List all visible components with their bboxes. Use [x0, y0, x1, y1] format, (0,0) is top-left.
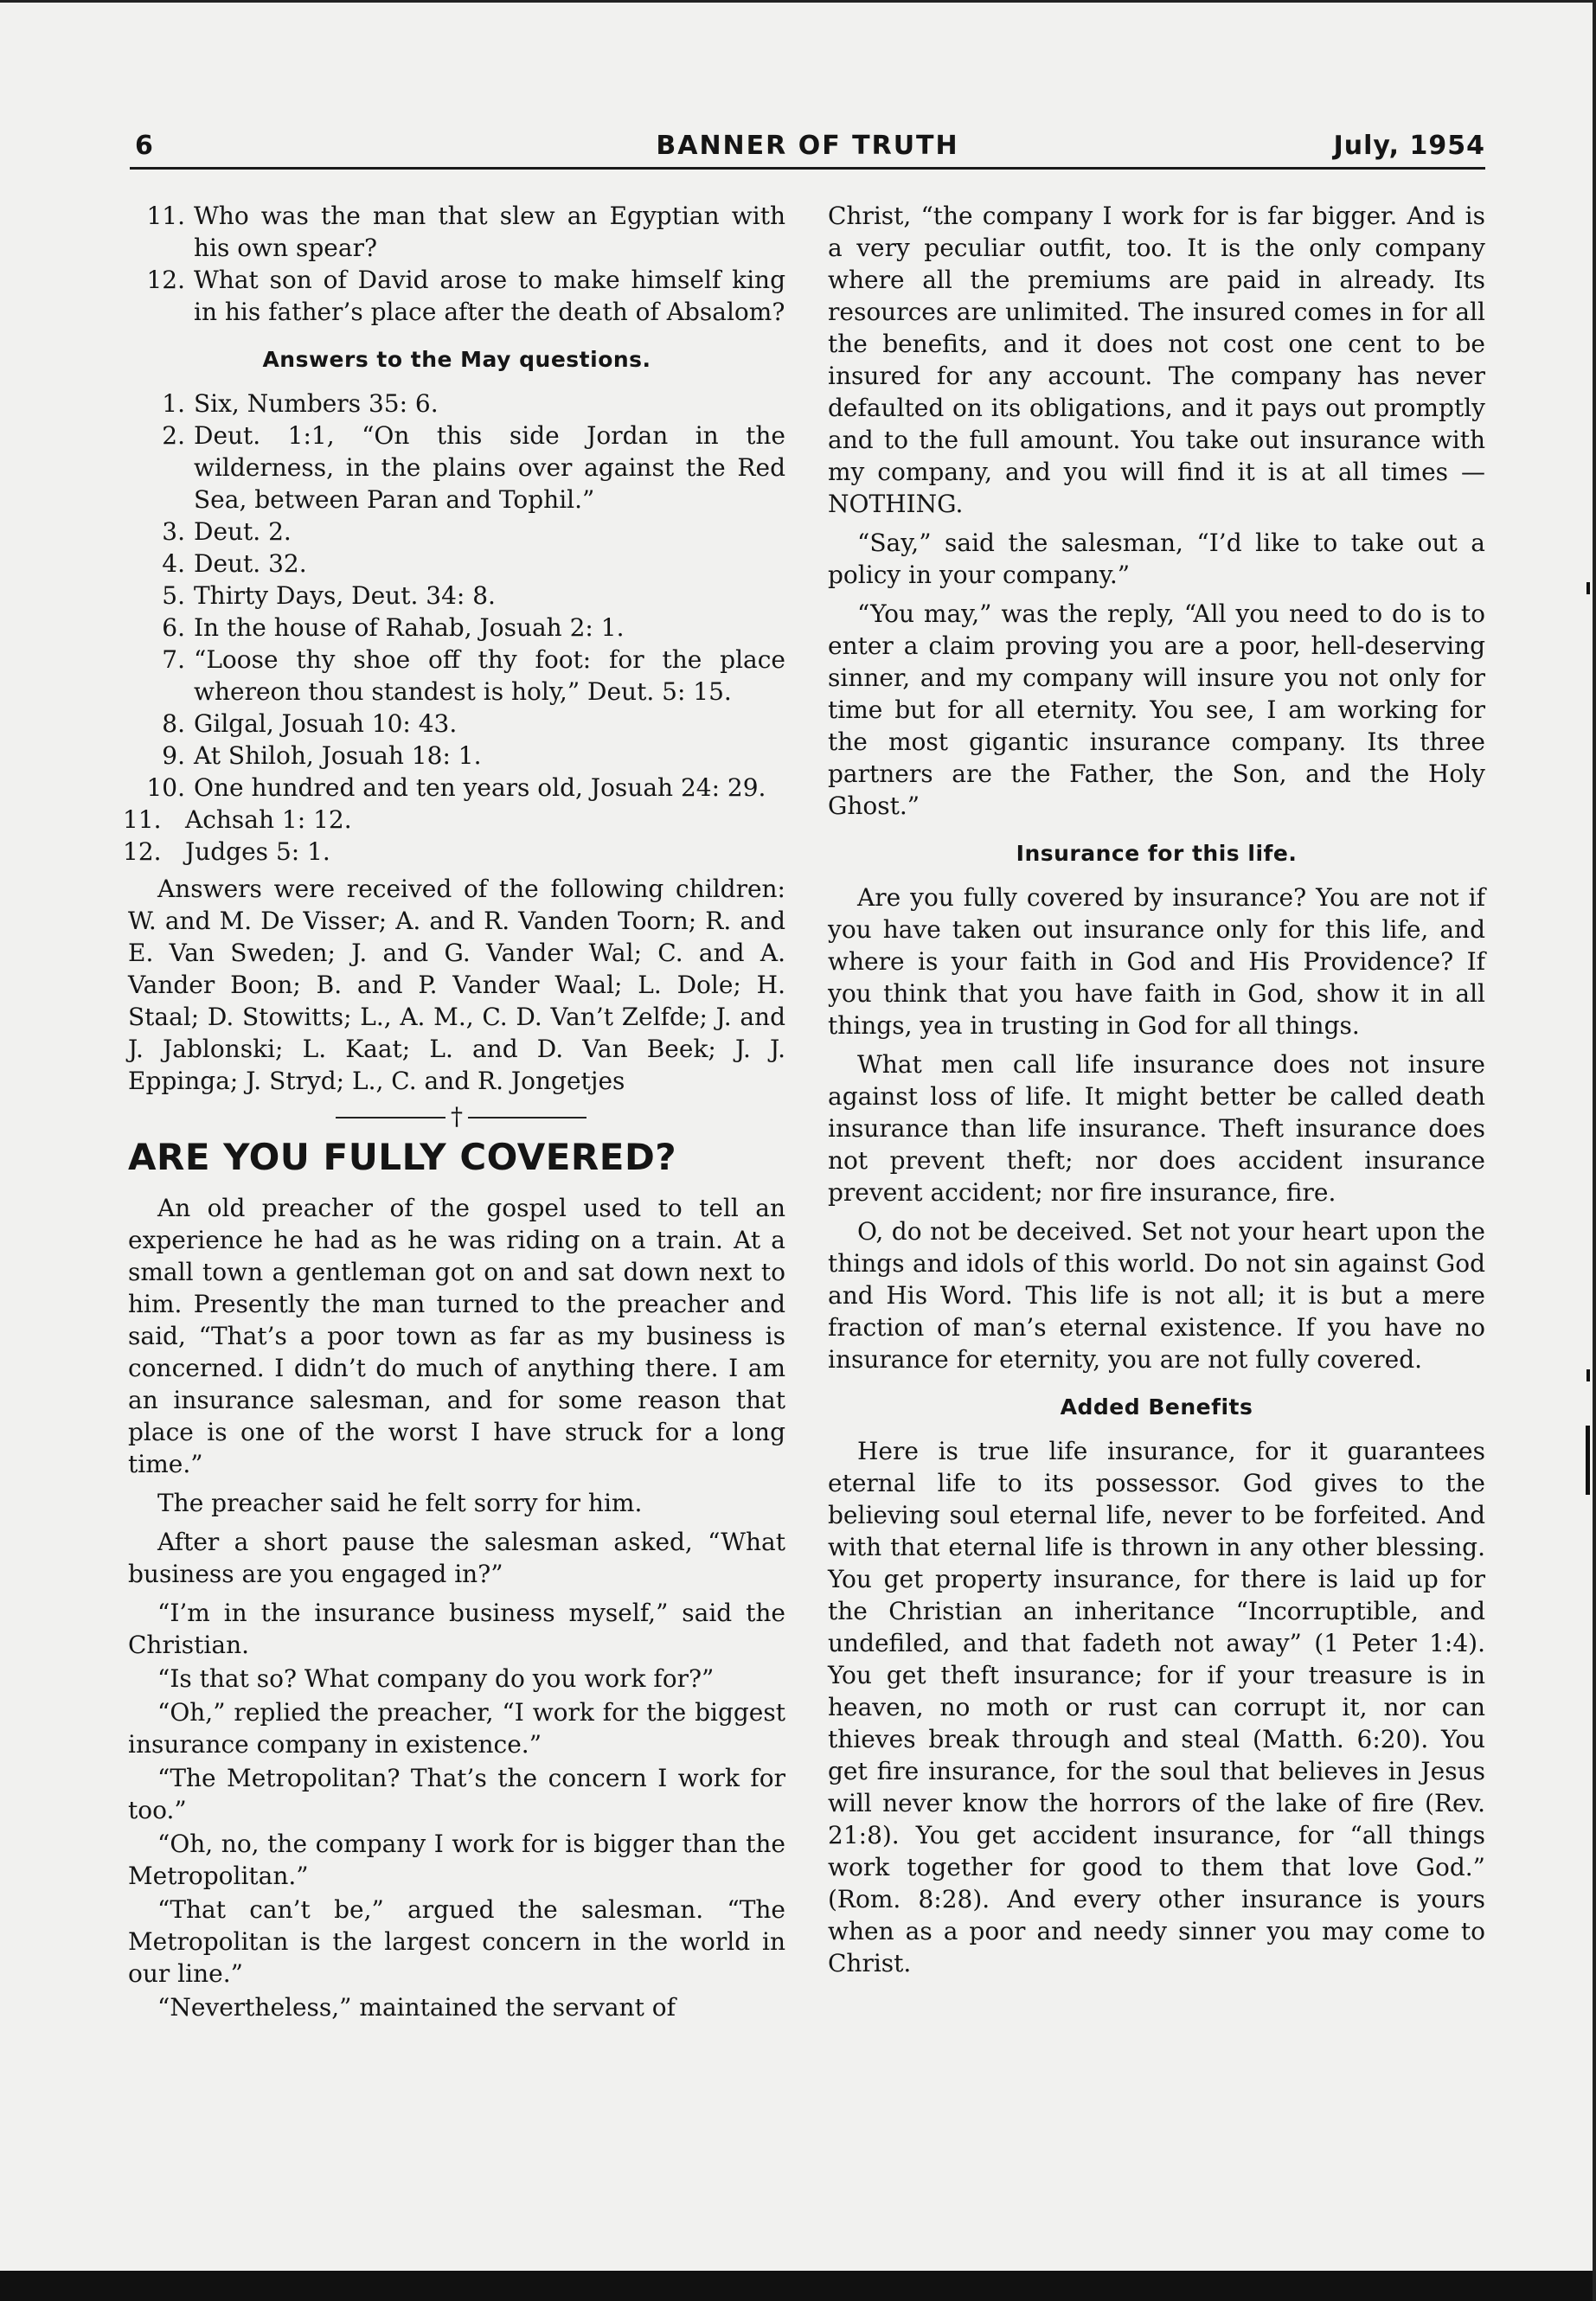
answers-heading: Answers to the May questions.: [262, 347, 651, 372]
answer-item: 4. Deut. 32.: [162, 549, 307, 578]
answer-item: 5. Thirty Days, Deut. 34: 8.: [162, 581, 496, 610]
answer-item: 10. One hundred and ten years old, Josuah 24: 29.: [146, 773, 766, 802]
section-heading-added-benefits: Added Benefits: [1060, 1394, 1253, 1420]
dagger-glyph: †: [445, 1102, 468, 1131]
right-column: [828, 200, 1485, 1986]
section-divider: [128, 1104, 785, 1130]
answer-list: [123, 388, 785, 868]
scan-mark: [1586, 582, 1590, 594]
answer-item: 2. Deut. 1:1, “On this side Jordan in the wilderness, in the plains over against the Red Sea, between Paran and Tophil.”: [162, 421, 785, 514]
article-paragraph: “Is that so? What company do you work for?”: [157, 1664, 715, 1693]
article-paragraph: “You may,” was the reply, “All you need to do is to enter a claim proving you are a poor, hell-deserving sinner, and my company will insure you not only for time but for all eternity. You see, I am working for the most gigantic insurance company. Its three partners are the Father, the Son, and the Holy Ghost.”: [828, 599, 1485, 820]
article-paragraph: “Say,” said the salesman, “I’d like to take out a policy in your company.”: [828, 529, 1485, 589]
article-paragraph: What men call life insurance does not insure against loss of life. It might better be called death insurance than life insurance. Theft insurance does not prevent theft; nor does accident insurance prevent accident; nor fire insurance, fire.: [828, 1050, 1485, 1207]
question-item: 12. What son of David arose to make himself king in his father’s place after the death of Absalom?: [146, 266, 785, 326]
answer-item: 12. Judges 5: 1.: [123, 837, 330, 866]
article-paragraph: “Nevertheless,” maintained the servant of: [157, 1993, 676, 2022]
question-item: 11. Who was the man that slew an Egyptian with his own spear?: [146, 202, 785, 262]
issue-date: July, 1954: [1333, 131, 1485, 161]
article-paragraph: “I’m in the insurance business myself,” said the Christian.: [128, 1599, 785, 1659]
scan-mark: [1586, 1426, 1590, 1495]
answer-item: 11. Achsah 1: 12.: [123, 805, 352, 834]
answer-item: 1. Six, Numbers 35: 6.: [162, 389, 439, 418]
answer-item: 8. Gilgal, Josuah 10: 43.: [162, 709, 458, 738]
received-paragraph: Answers were received of the following children: W. and M. De Visser; A. and R. Vanden Toorn; R. and E. Van Sweden; J. and G. Vander Wal; C. and A. Vander Boon; B. and P. Vander Waal; L. Dole; H. Staal; D. Stowitts; L., A. M., C. D. Van’t Zelfde; J. and J. Jablonski; L. Kaat; L. and D. Van Beek; J. J. Eppinga; J. Stryd; L., C. and R. Jongetjes: [128, 875, 785, 1095]
article-paragraph: “The Metropolitan? That’s the concern I work for too.”: [128, 1764, 785, 1824]
answer-item: 3. Deut. 2.: [162, 517, 292, 546]
article-paragraph: “Oh, no, the company I work for is bigger than the Metropolitan.”: [128, 1830, 785, 1890]
left-column: [123, 200, 785, 2030]
article-paragraph: Christ, “the company I work for is far bigger. And is a very peculiar outfit, too. It is the only company where all the premiums are paid in already. Its resources are unlimited. The insured comes in for all the benefits, and it does not cost one cent to be insured for any account. The company has never defaulted on its obligations, and it pays out promptly and to the full amount. You take out insurance with my company, and you will find it is at all times — NOTHING.: [828, 202, 1485, 518]
article-paragraph: O, do not be deceived. Set not your heart upon the things and idols of this world. Do not sin against God and His Word. This life is not all; it is but a mere fraction of man’s eternal existence. If you have no insurance for eternity, you are not fully covered.: [828, 1217, 1485, 1374]
article-title: ARE YOU FULLY COVERED?: [128, 1136, 677, 1178]
article-paragraph: Are you fully covered by insurance? You are not if you have taken out insurance only for this life, and where is your faith in God and His Providence? If you think that you have faith in God, show it in all things, yea in trusting in God for all things.: [828, 883, 1485, 1040]
answer-item: 6. In the house of Rahab, Josuah 2: 1.: [162, 613, 625, 642]
answer-item: 7. “Loose thy shoe off thy foot: for the place whereon thou standest is holy,” Deut. 5: 15.: [162, 645, 785, 706]
page-header: [130, 125, 1485, 170]
article-paragraph: An old preacher of the gospel used to tell an experience he had as he was riding on a train. At a small town a gentleman got on and sat down next to him. Presently the man turned to the preacher and said, “That’s a poor town as far as my business is concerned. I didn’t do much of anything there. I am an insurance salesman, and for some reason that place is one of the worst I have struck for a long time.”: [128, 1194, 785, 1478]
publication-title: BANNER OF TRUTH: [656, 131, 959, 161]
article-paragraph: After a short pause the salesman asked, “What business are you engaged in?”: [128, 1528, 785, 1588]
article-paragraph: The preacher said he felt sorry for him.: [157, 1489, 643, 1517]
section-heading-life-insurance: Insurance for this life.: [1016, 841, 1298, 866]
answer-item: 9. At Shiloh, Josuah 18: 1.: [162, 741, 482, 770]
scan-mark: [1586, 1369, 1590, 1381]
article-paragraph: “That can’t be,” argued the salesman. “The Metropolitan is the largest concern in the world in our line.”: [128, 1895, 785, 1988]
question-list: [128, 200, 785, 328]
article-paragraph: Here is true life insurance, for it guarantees eternal life to its possessor. God gives to the believing soul eternal life, never to be forfeited. And with that eternal life is thrown in any other blessing. You get property insurance, for there is laid up for the Christian an inheritance “Incorruptible, and undefiled, and that fadeth not away” (1 Peter 1:4). You get theft insurance; for if your treasure is in heaven, no moth or rust can corrupt it, nor can thieves break through and steal (Matth. 6:20). You get fire insurance, for the soul that believes in Jesus will never know the horrors of the lake of fire (Rev. 21:8). You get accident insurance, for “all things work together for good to them that love God.” (Rom. 8:28). And every other insurance is yours when as a poor and needy sinner you may come to Christ.: [828, 1437, 1485, 1977]
page-number: 6: [135, 131, 154, 161]
scan-bottom-edge: [0, 2271, 1596, 2301]
article-paragraph: “Oh,” replied the preacher, “I work for the biggest insurance company in existence.”: [128, 1698, 785, 1759]
